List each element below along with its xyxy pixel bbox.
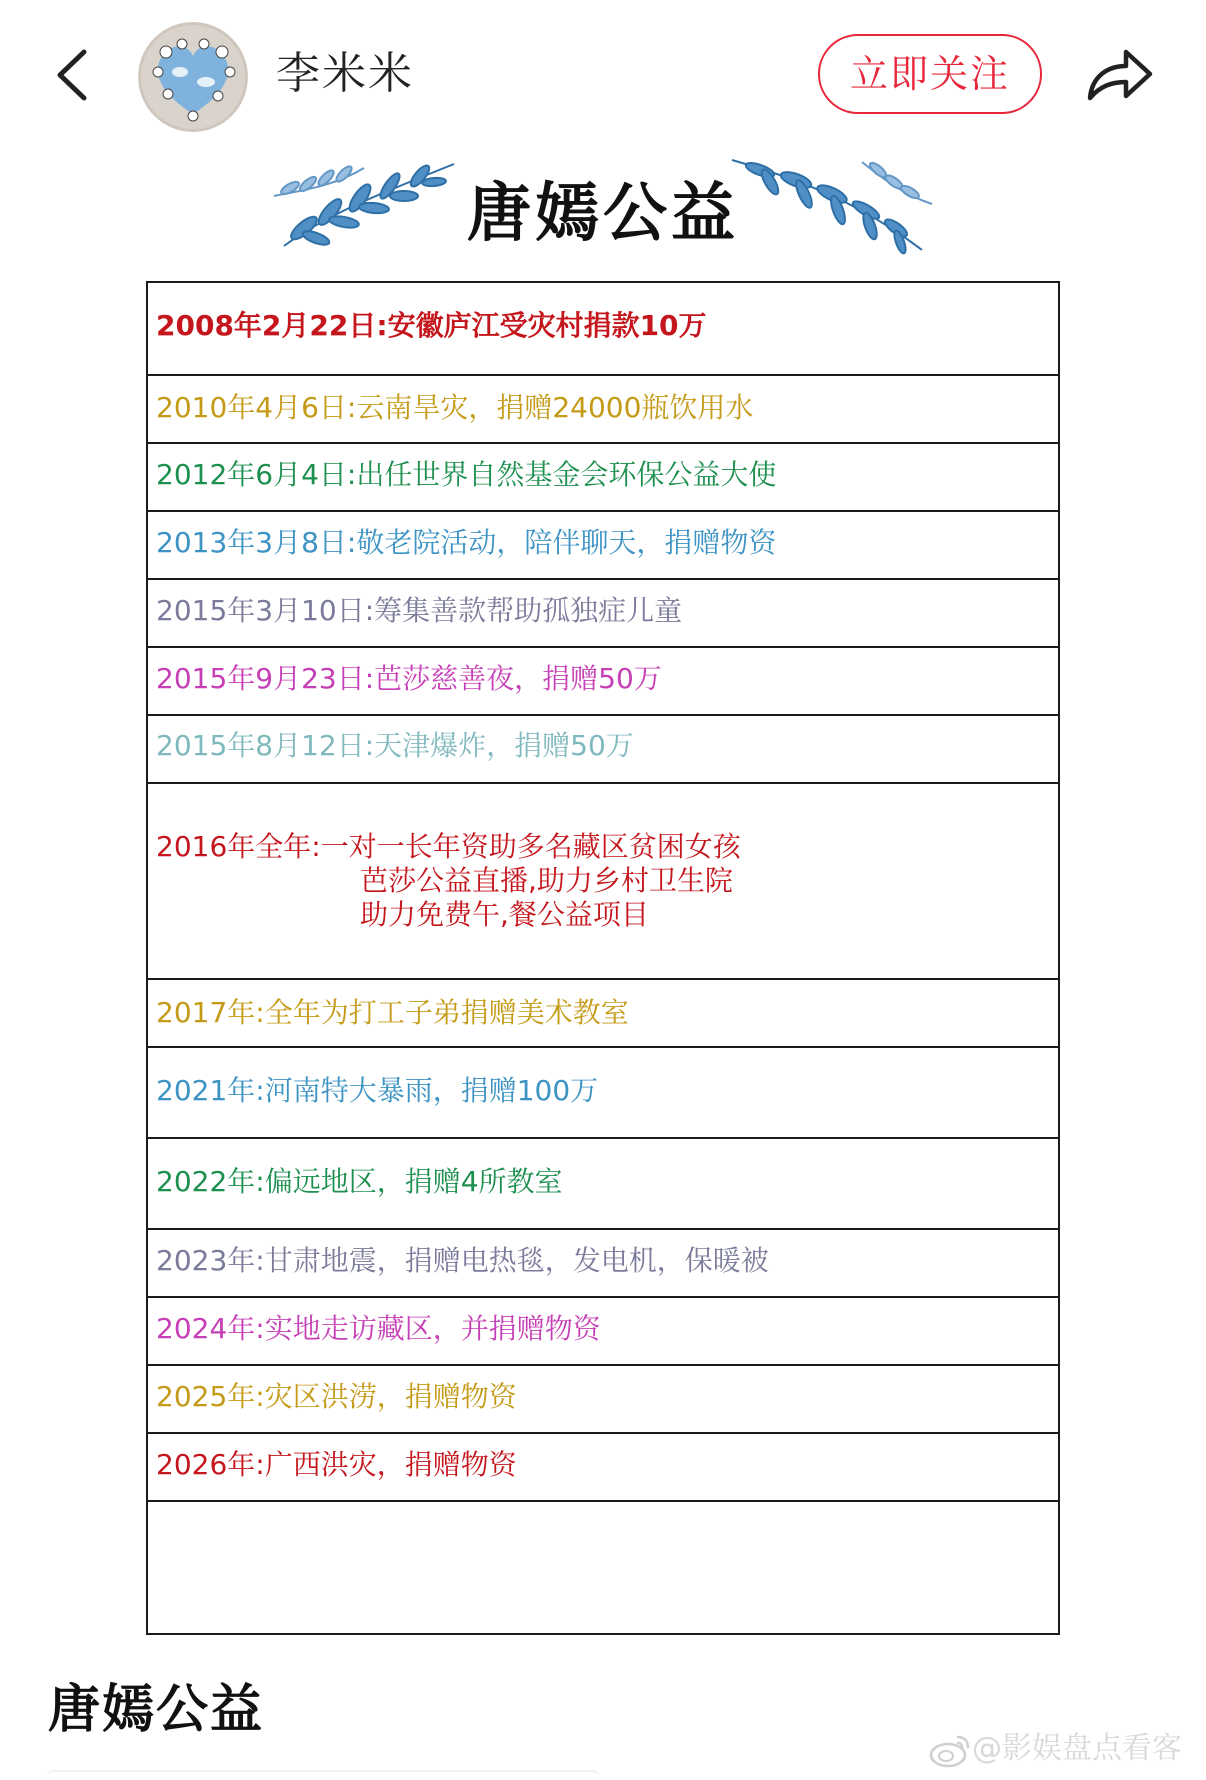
row-text: 2026年:广西洪灾，捐赠物资 bbox=[156, 1448, 517, 1481]
charity-table bbox=[146, 281, 1060, 1635]
table-row bbox=[148, 376, 1058, 444]
avatar[interactable] bbox=[138, 22, 248, 132]
follow-button[interactable]: 立即关注 bbox=[818, 34, 1042, 114]
table-row bbox=[148, 648, 1058, 716]
row-text: 2015年9月23日:芭莎慈善夜，捐赠50万 bbox=[156, 662, 662, 695]
table-row bbox=[148, 580, 1058, 648]
share-arrow-icon bbox=[1082, 40, 1156, 110]
share-button[interactable] bbox=[1082, 40, 1156, 110]
row-text: 2021年:河南特大暴雨，捐赠100万 bbox=[156, 1074, 599, 1107]
table-row bbox=[148, 283, 1058, 376]
table-row bbox=[148, 1048, 1058, 1139]
row-text: 2008年2月22日:安徽庐江受灾村捐款10万 bbox=[156, 309, 707, 342]
table-row bbox=[148, 444, 1058, 512]
row-text: 2023年:甘肃地震，捐赠电热毯，发电机，保暖被 bbox=[156, 1244, 769, 1277]
row-text: 2016年全年:一对一长年资助多名藏区贫困女孩 bbox=[156, 830, 741, 863]
table-row bbox=[148, 1139, 1058, 1230]
watermark bbox=[928, 1727, 1198, 1771]
poster-title: 唐嫣公益 bbox=[467, 176, 739, 251]
row-text: 2015年8月12日:天津爆炸，捐赠50万 bbox=[156, 729, 634, 762]
top-bar bbox=[0, 0, 1206, 150]
watermark-text: @影娱盘点看客 bbox=[972, 1731, 1182, 1766]
table-row bbox=[148, 784, 1058, 980]
post-title: 唐嫣公益 bbox=[48, 1680, 265, 1740]
username[interactable]: 李米米 bbox=[276, 48, 414, 99]
table-row bbox=[148, 1366, 1058, 1434]
row-text: 2010年4月6日:云南旱灾，捐赠24000瓶饮用水 bbox=[156, 391, 754, 424]
table-row bbox=[148, 1434, 1058, 1502]
row-text: 2013年3月8日:敬老院活动，陪伴聊天，捐赠物资 bbox=[156, 526, 777, 559]
row-text: 2012年6月4日:出任世界自然基金会环保公益大使 bbox=[156, 458, 777, 491]
row-text: 2025年:灾区洪涝，捐赠物资 bbox=[156, 1380, 517, 1413]
back-button[interactable] bbox=[48, 40, 108, 110]
charity-poster[interactable] bbox=[0, 150, 1206, 1645]
chevron-left-icon bbox=[48, 40, 108, 110]
table-row bbox=[148, 512, 1058, 580]
row-text: 2017年:全年为打工子弟捐赠美术教室 bbox=[156, 996, 629, 1029]
table-row bbox=[148, 1298, 1058, 1366]
weibo-logo-icon bbox=[928, 1729, 972, 1769]
row-text: 2024年:实地走访藏区，并捐赠物资 bbox=[156, 1312, 601, 1345]
row-text: 2015年3月10日:筹集善款帮助孤独症儿童 bbox=[156, 594, 683, 627]
table-row bbox=[148, 1230, 1058, 1298]
table-row bbox=[148, 716, 1058, 784]
row-text-continued: 助力免费午,餐公益项目 bbox=[360, 898, 649, 931]
row-text: 2022年:偏远地区，捐赠4所教室 bbox=[156, 1165, 563, 1198]
row-text-continued: 芭莎公益直播,助力乡村卫生院 bbox=[360, 864, 733, 897]
table-row bbox=[148, 980, 1058, 1048]
